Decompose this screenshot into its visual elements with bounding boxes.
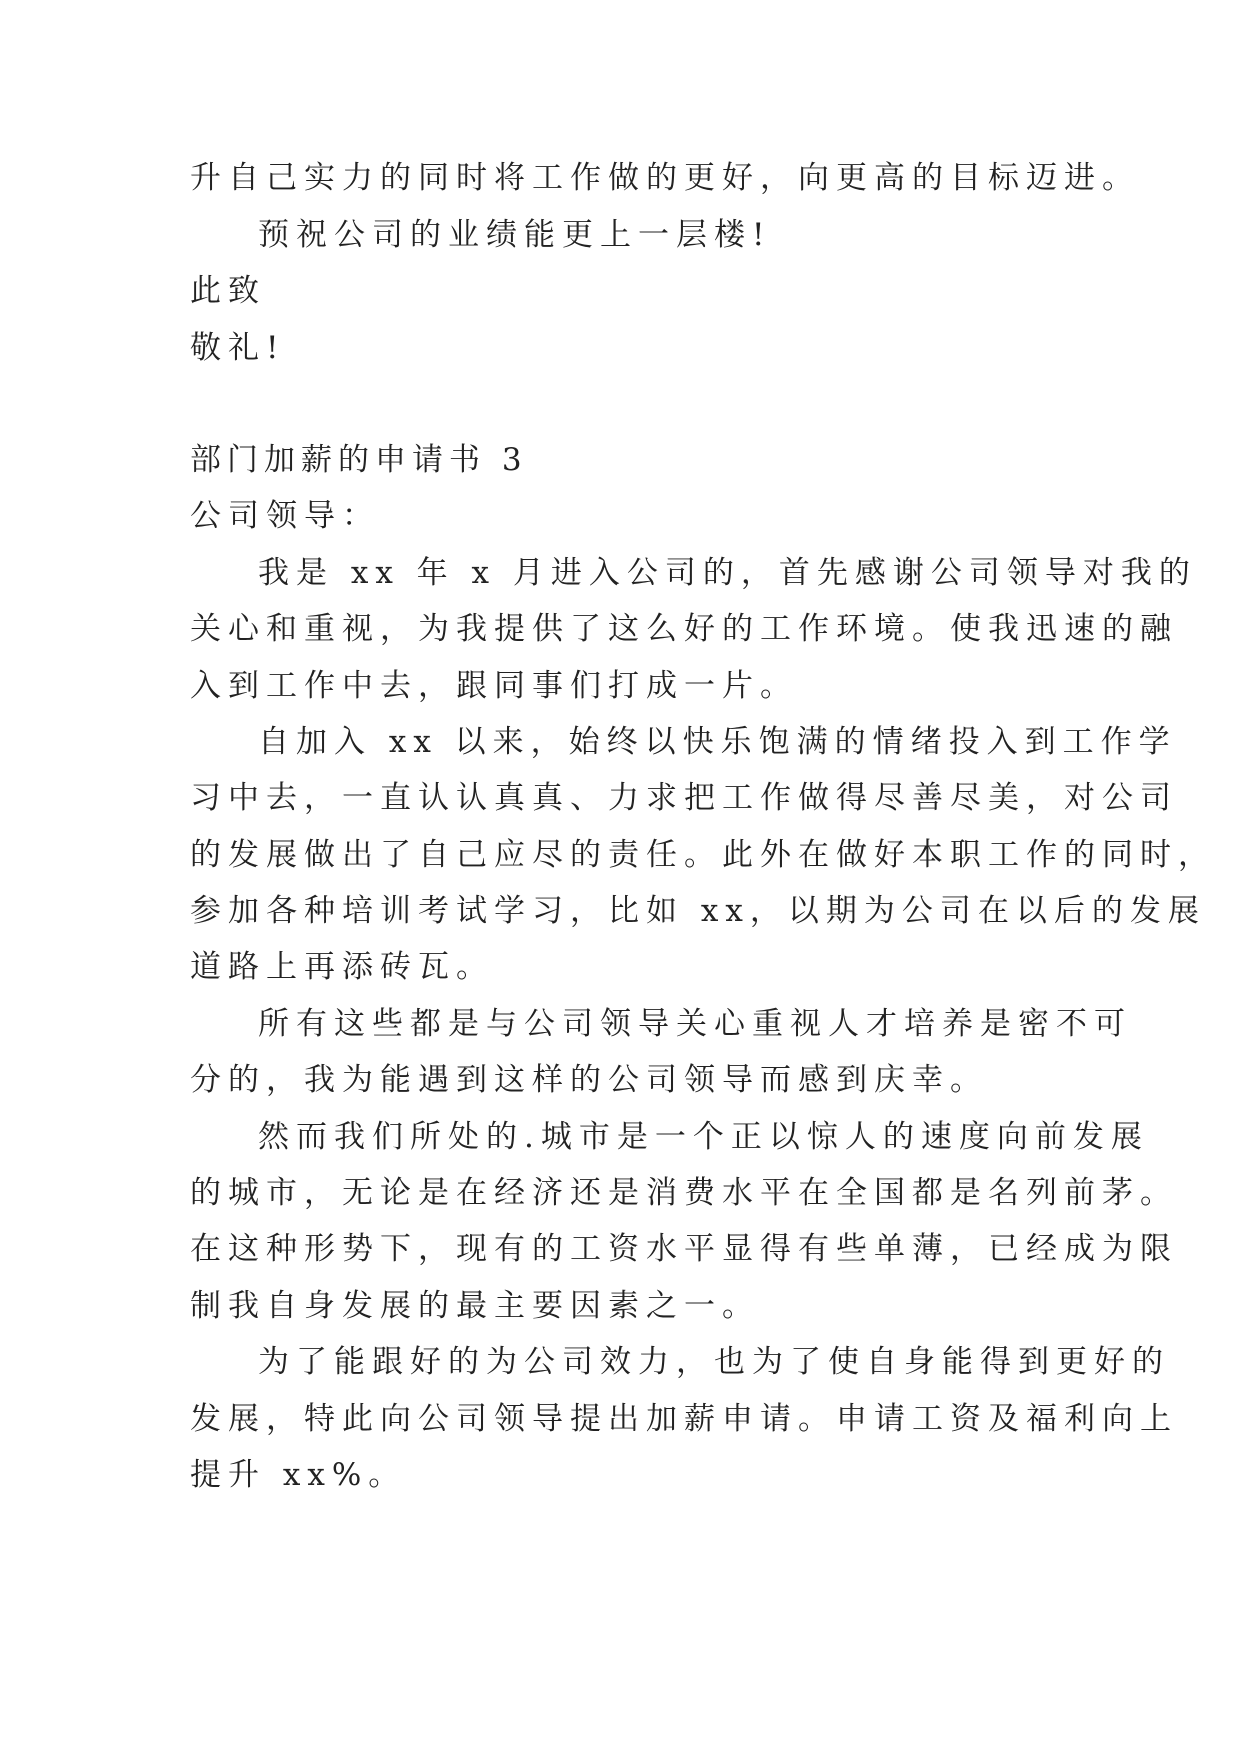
text-line: 为了能跟好的为公司效力，也为了使自身能得到更好的 [258,1344,1170,1380]
text-line: 道路上再添砖瓦。 [190,949,494,985]
closing-salutation: 敬礼! [190,330,286,366]
text-line: 入到工作中去，跟同事们打成一片。 [190,668,798,704]
section-title: 部门加薪的申请书 3 [190,442,528,478]
text-line: 然而我们所处的.城市是一个正以惊人的速度向前发展 [258,1119,1149,1155]
text-line: 的城市，无论是在经济还是消费水平在全国都是名列前茅。 [190,1175,1178,1211]
text-line: 我是 xx 年 x 月进入公司的，首先感谢公司领导对我的 [258,555,1197,591]
text-line: 的发展做出了自己应尽的责任。此外在做好本职工作的同时， [190,837,1216,873]
text-line: 自加入 xx 以来，始终以快乐饱满的情绪投入到工作学 [258,724,1177,760]
text-line: 习中去，一直认认真真、力求把工作做得尽善尽美，对公司 [190,780,1178,816]
text-line: 发展，特此向公司领导提出加薪申请。申请工资及福利向上 [190,1401,1178,1437]
text-line: 预祝公司的业绩能更上一层楼! [258,217,772,253]
text-line: 制我自身发展的最主要因素之一。 [190,1288,760,1324]
closing-line: 此致 [190,273,266,309]
text-line: 参加各种培训考试学习，比如 xx，以期为公司在以后的发展 [190,893,1206,929]
text-line: 关心和重视，为我提供了这么好的工作环境。使我迅速的融 [190,611,1178,647]
salutation: 公司领导： [190,498,380,534]
text-line: 在这种形势下，现有的工资水平显得有些单薄，已经成为限 [190,1231,1178,1267]
text-line: 所有这些都是与公司领导关心重视人才培养是密不可 [258,1006,1132,1042]
text-line: 提升 xx%。 [190,1457,407,1493]
text-line: 分的，我为能遇到这样的公司领导而感到庆幸。 [190,1062,988,1098]
text-line: 升自己实力的同时将工作做的更好，向更高的目标迈进。 [190,160,1140,196]
